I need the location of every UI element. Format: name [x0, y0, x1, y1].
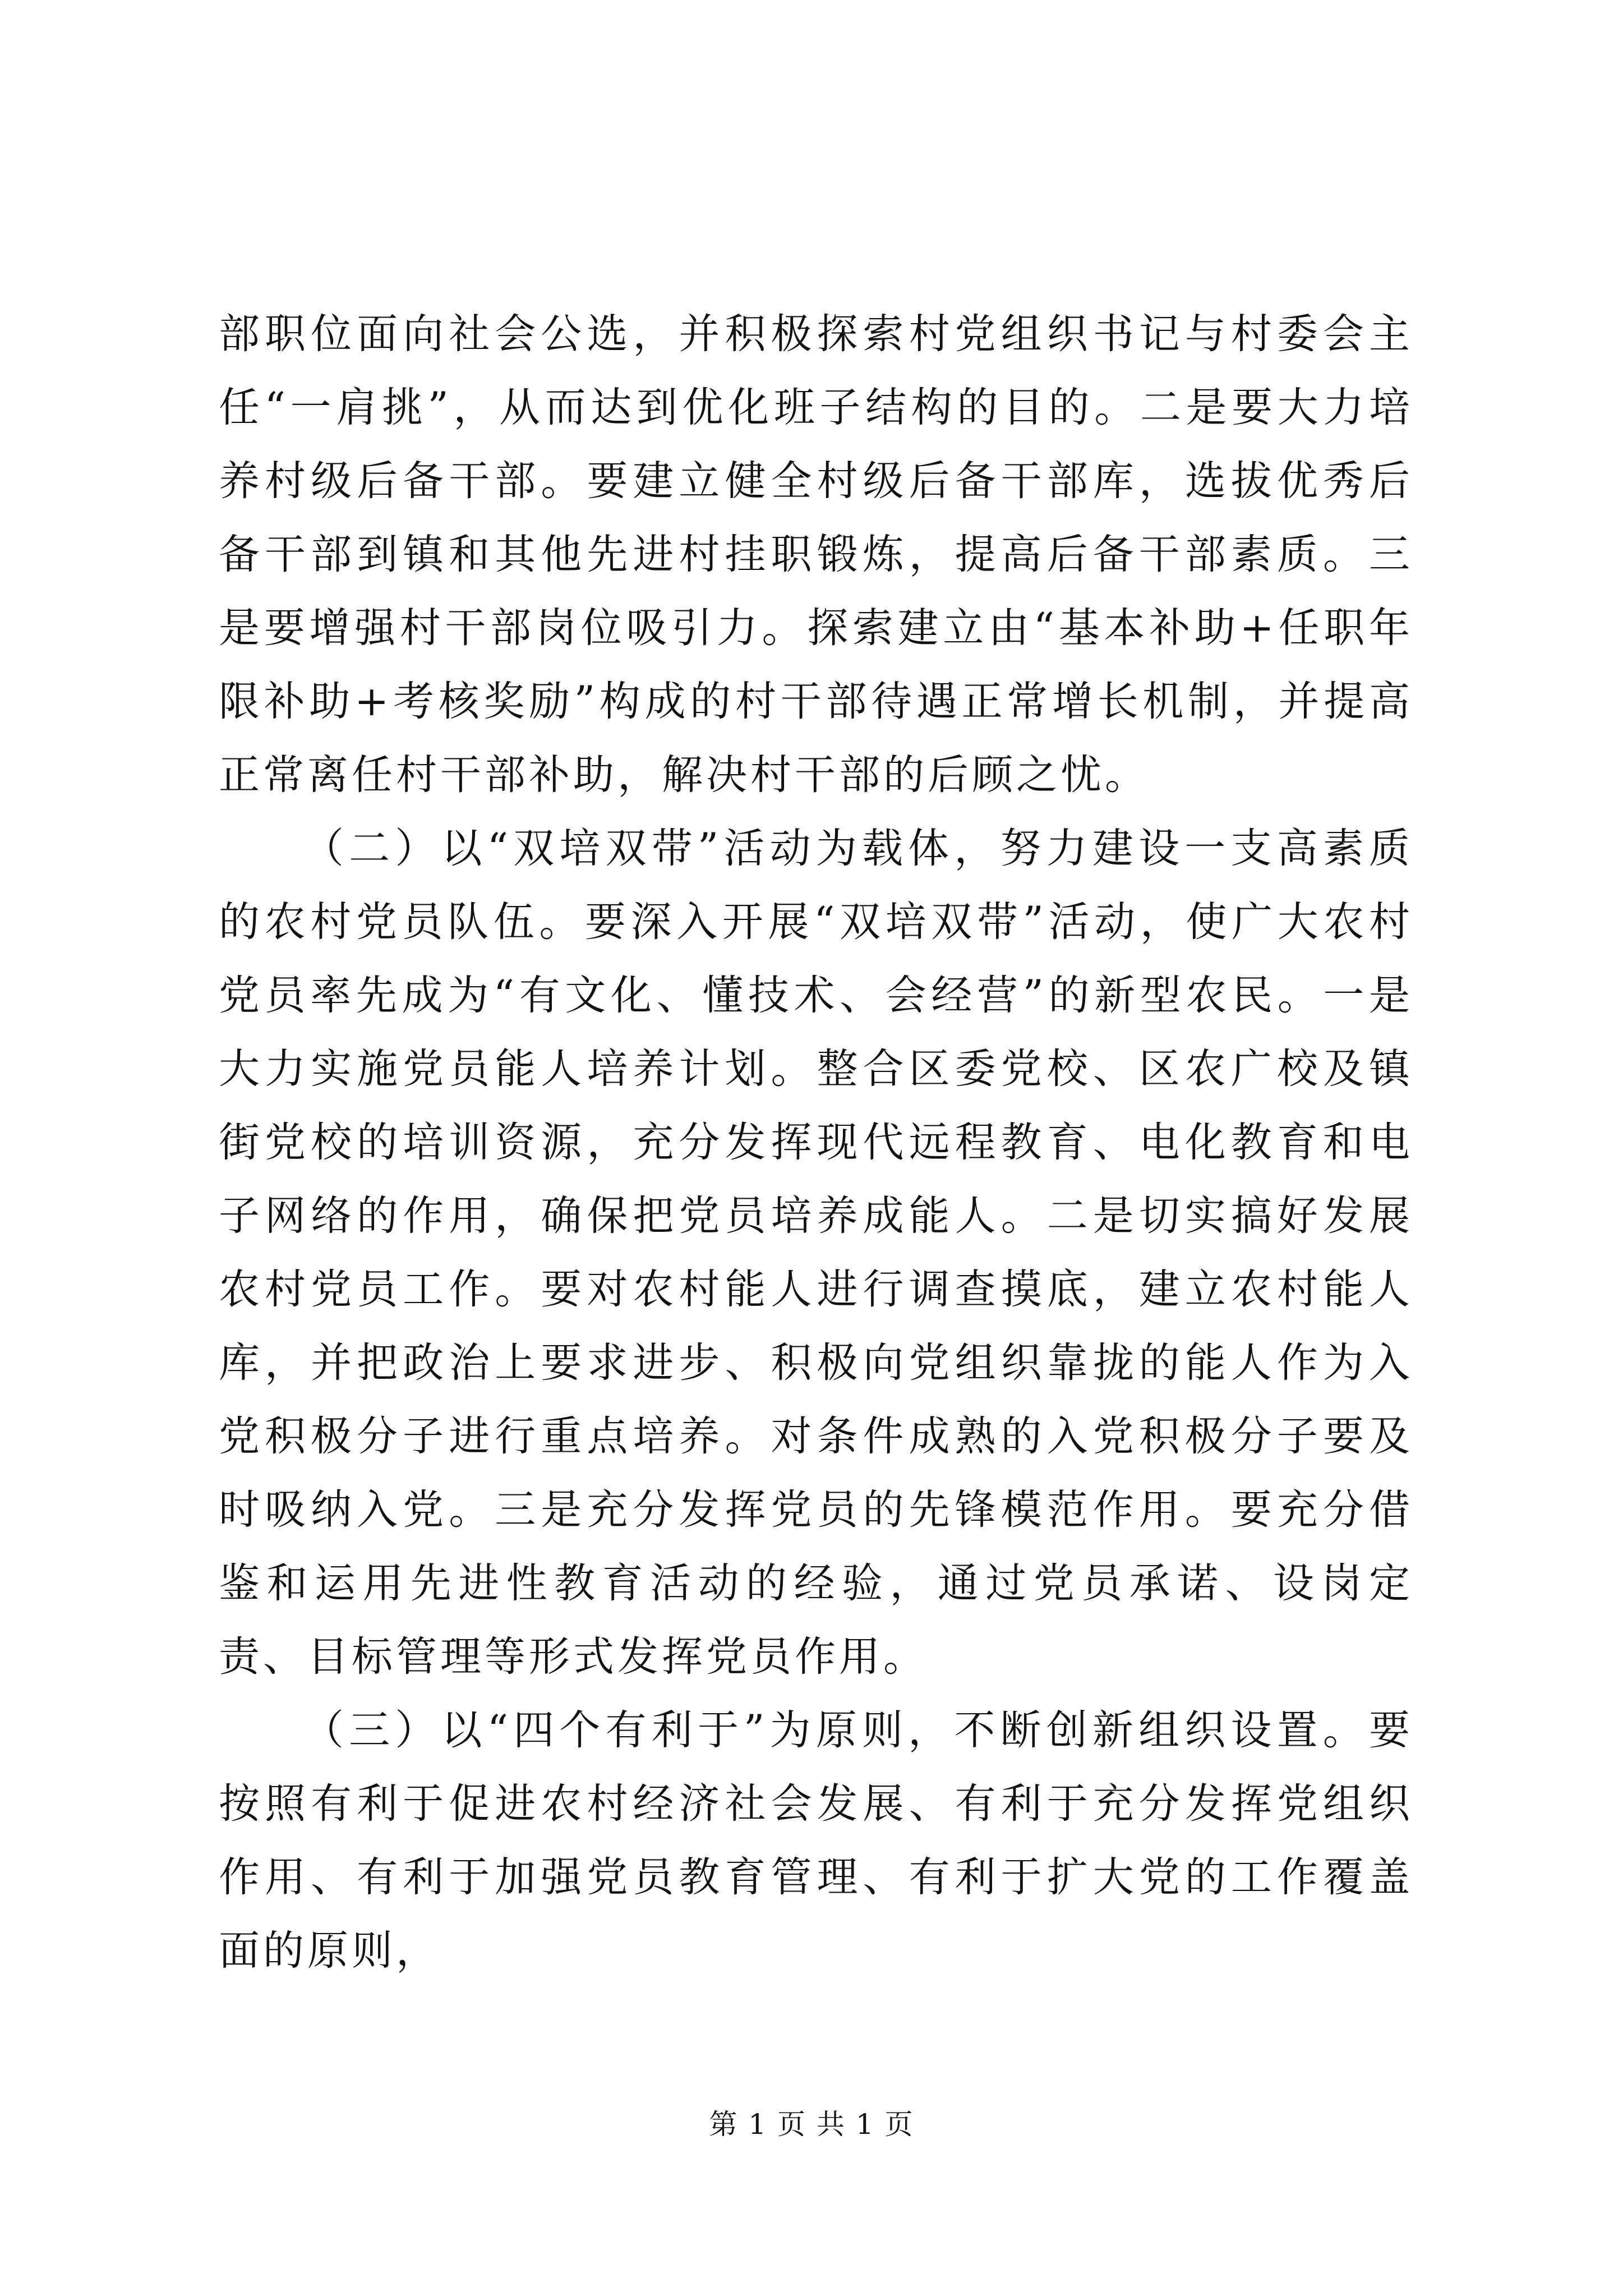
paragraph-3: （三）以“四个有利于”为原则，不断创新组织设置。要按照有利于促进农村经济社会发展、有利于充分发挥党组织作用、有利于加强党员教育管理、有利于扩大党的工作覆盖面的原则， — [219, 1706, 1413, 1975]
paragraph-2: （二）以“双培双带”活动为载体，努力建设一支高素质的农村党员队伍。要深入开展“双培双带”活动，使广大农村党员率先成为“有文化、懂技术、会经营”的新型农民。一是大力实施党员能人培养计划。整合区委党校、区农广校及镇街党校的培训资源，充分发挥现代远程教育、电化教育和电子网络的作用，确保把党员培养成能人。二是切实搞好发展农村党员工作。要对农村能人进行调查摸底，建立农村能人库，并把政治上要求进步、积极向党组织靠拢的能人作为入党积极分子进行重点培养。对条件成熟的入党积极分子要及时吸纳入党。三是充分发挥党员的先锋模范作用。要充分借鉴和运用先进性教育活动的经验，通过党员承诺、设岗定责、目标管理等形式发挥党员作用。 — [219, 825, 1413, 1681]
paragraph-1: 部职位面向社会公选，并积极探索村党组织书记与村委会主任“一肩挑”，从而达到优化班子结构的目的。二是要大力培养村级后备干部。要建立健全村级后备干部库，选拔优秀后备干部到镇和其他先进村挂职锻炼，提高后备干部素质。三是要增强村干部岗位吸引力。探索建立由“基本补助+任职年限补助+考核奖励”构成的村干部待遇正常增长机制，并提高正常离任村干部补助，解决村干部的后顾之忧。 — [219, 310, 1413, 799]
document-body — [219, 297, 1413, 1987]
page-footer: 第 1 页 共 1 页 — [709, 2108, 914, 2141]
